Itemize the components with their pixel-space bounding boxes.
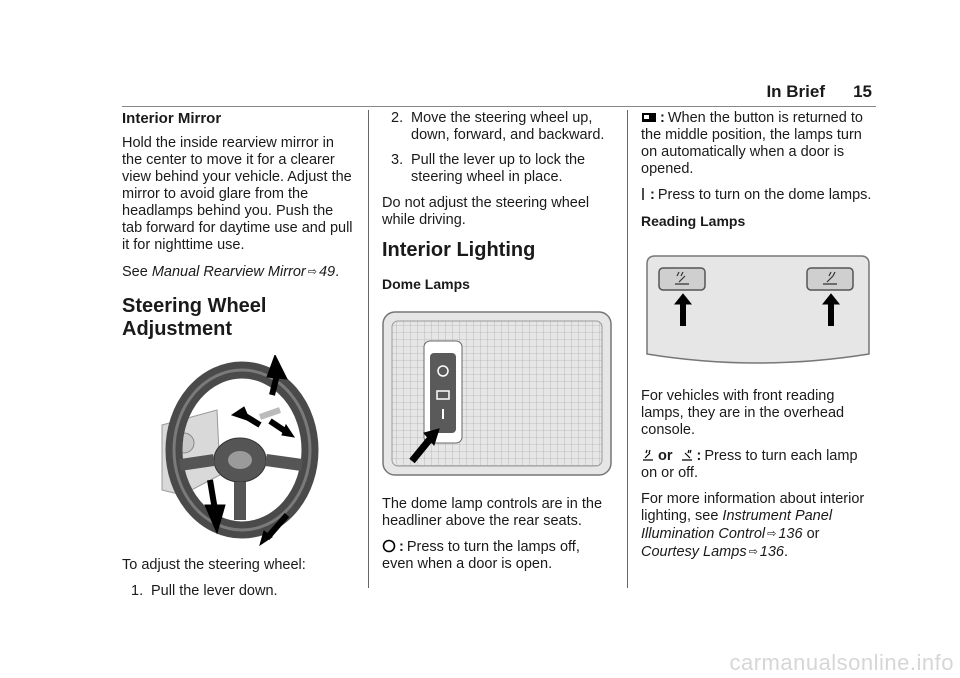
instrument-panel-link[interactable]: Instrument Panel Illumination Control bbox=[641, 508, 833, 542]
dome-lamp-illustration bbox=[382, 311, 612, 476]
mirror-paragraph: Hold the inside rearview mirror in the center to move it for a clearer view behind your vehicle. Adjust the mirror to avoid glare from the headlamps behind you. Push the tab forward for daytime use and pull it for nighttime use. bbox=[122, 135, 353, 253]
step-3: 3. Pull the lever up to lock the steering wheel in place. bbox=[391, 152, 586, 185]
mirror-see-reference: See Manual Rearview Mirror ⇨ 49. bbox=[122, 264, 340, 280]
reading-lamp-left-icon bbox=[641, 448, 655, 462]
dome-on-item: : Press to turn on the dome lamps. bbox=[641, 187, 873, 204]
steps-intro: To adjust the steering wheel: bbox=[122, 557, 306, 573]
steering-wheel-illustration bbox=[122, 355, 354, 547]
door-lamp-icon bbox=[641, 111, 657, 124]
dome-door-item: : When the button is returned to the middle position, the lamps turn on automatically when a door is opened. bbox=[641, 110, 863, 177]
middle-column bbox=[382, 110, 614, 582]
reading-toggle-item: or : Press to turn each lamp on or off. bbox=[641, 448, 858, 481]
manual-rearview-mirror-link[interactable]: Manual Rearview Mirror bbox=[151, 264, 306, 280]
steering-wheel-heading: Steering Wheel Adjustment bbox=[122, 295, 267, 340]
step-1: 1. Pull the lever down. bbox=[131, 583, 278, 599]
column-divider-2 bbox=[627, 110, 628, 588]
dome-off-item: : Press to turn the lamps off, even when a door is open. bbox=[382, 539, 580, 572]
dome-location-text: The dome lamp controls are in the headliner above the rear seats. bbox=[382, 496, 603, 529]
column-divider-1 bbox=[368, 110, 369, 588]
reading-lamp-illustration bbox=[641, 254, 873, 376]
right-column bbox=[641, 110, 873, 570]
lamp-on-icon bbox=[641, 187, 647, 201]
page-ref-icon: ⇨ bbox=[307, 265, 317, 278]
interior-lighting-heading: Interior Lighting bbox=[382, 239, 536, 261]
page-header bbox=[0, 80, 960, 110]
more-info-paragraph: For more information about interior lighting, see Instrument Panel Illumination Control ⇨ 136 or Courtesy Lamps ⇨ 136. bbox=[641, 491, 865, 560]
page-ref-icon: ⇨ bbox=[748, 545, 758, 558]
see-prefix: See bbox=[122, 264, 148, 280]
driving-warning: Do not adjust the steering wheel while driving. bbox=[382, 195, 590, 228]
section-title: In Brief bbox=[766, 82, 825, 101]
page-ref-icon: ⇨ bbox=[767, 527, 777, 540]
dome-lamps-heading: Dome Lamps bbox=[382, 276, 470, 292]
left-column bbox=[122, 110, 354, 609]
watermark: carmanualsonline.info bbox=[729, 650, 954, 675]
reading-lamps-heading: Reading Lamps bbox=[641, 213, 746, 229]
steps-list-part1 bbox=[122, 583, 354, 600]
reading-lamp-right-icon bbox=[680, 448, 694, 462]
header-rule bbox=[122, 106, 876, 107]
page-ref-number: 49 bbox=[318, 264, 336, 280]
page-number: 15 bbox=[853, 82, 872, 101]
steps-list-part2 bbox=[382, 110, 614, 186]
reading-location-text: For vehicles with front reading lamps, they are in the overhead console. bbox=[641, 388, 845, 438]
step-2: 2. Move the steering wheel up, down, forward, and backward. bbox=[391, 110, 605, 143]
courtesy-lamps-link[interactable]: Courtesy Lamps bbox=[641, 544, 747, 560]
interior-mirror-heading: Interior Mirror bbox=[122, 110, 222, 127]
lamp-off-icon bbox=[382, 539, 396, 553]
